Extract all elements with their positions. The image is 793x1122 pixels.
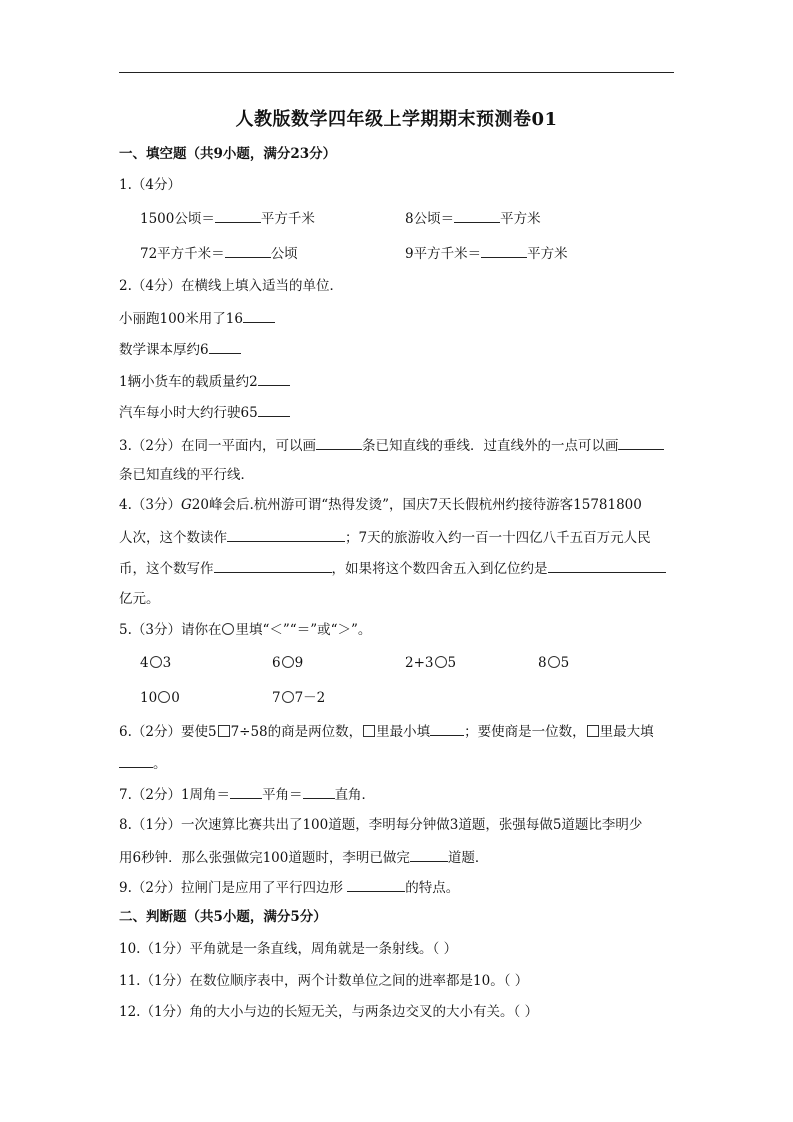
q4-text-a: 20峰会后.杭州游可谓“热得发烫”，国庆7天长假杭州约接待游客15781800	[191, 497, 642, 513]
q5-text-a: 5.（3分）请你在	[119, 622, 222, 638]
q3-line-2: 条已知直线的平行线．	[119, 467, 254, 483]
answer-blank[interactable]	[258, 372, 290, 386]
q2-item-c	[119, 372, 290, 391]
answer-blank[interactable]	[618, 436, 664, 450]
q4-line-3	[119, 559, 666, 578]
q4-label: 4.（3分）	[119, 497, 181, 513]
square-icon	[218, 725, 230, 737]
answer-circle[interactable]	[282, 656, 294, 668]
q4-line-4: 亿元。	[119, 591, 160, 607]
q4-text-b: 人次，这个数读作	[119, 530, 227, 546]
q2-d-text: 汽车每小时大约行驶65	[119, 405, 258, 421]
header-rule	[119, 72, 674, 73]
q6-text-f: 。	[153, 756, 167, 772]
q3-text-b: 条已知直线的垂线．过直线外的一点可以画	[361, 438, 619, 454]
square-icon	[587, 725, 599, 737]
q2-item-a	[119, 309, 275, 328]
q1-b-unit: 平方米	[500, 211, 541, 227]
answer-blank[interactable]	[214, 559, 332, 573]
q7-line	[119, 785, 375, 804]
answer-blank[interactable]	[209, 340, 241, 354]
q6-text-c: 里最小填	[376, 724, 431, 740]
q2-a-text: 小丽跑100米用了16	[119, 311, 243, 327]
q5-item-1	[140, 654, 171, 672]
q3-line-1	[119, 436, 664, 455]
q1-item-c	[140, 244, 298, 263]
q5-left: 2+3	[405, 655, 434, 671]
answer-blank[interactable]	[410, 848, 448, 862]
q5-left: 7	[272, 690, 281, 706]
q4-text-d: 币，这个数写作	[119, 561, 214, 577]
q1-b-text: 8公顷＝	[405, 211, 455, 227]
section-2-heading: 二、判断题（共5小题，满分5分）	[119, 909, 327, 925]
q5-left: 4	[140, 655, 149, 671]
q9-text-a: 9.（2分）拉闸门是应用了平行四边形	[119, 880, 348, 896]
answer-blank[interactable]	[119, 754, 153, 768]
q10-line: 10.（1分）平角就是一条直线，周角就是一条射线。（ ）	[119, 941, 458, 957]
q5-right: 0	[171, 690, 180, 706]
q1-item-b	[405, 209, 541, 228]
q8-text-b: 道题．	[447, 850, 489, 866]
q7-text-b: 平角＝	[262, 787, 303, 803]
q2-b-text: 数学课本厚约6	[119, 342, 209, 358]
q2-label: 2.（4分）在横线上填入适当的单位．	[119, 278, 343, 294]
q6-text-b: 7÷58的商是两位数，	[230, 724, 363, 740]
q5-item-5	[140, 689, 180, 707]
q4-text-e: ，如果将这个数四舍五入到亿位约是	[331, 561, 548, 577]
q12-line: 12.（1分）角的大小与边的长短无关，与两条边交叉的大小有关。（ ）	[119, 1004, 539, 1020]
q1-item-a	[140, 209, 315, 228]
q6-text-e: 里最大填	[599, 724, 654, 740]
answer-blank[interactable]	[454, 209, 500, 223]
q6-text-d: ；要使商是一位数，	[464, 724, 586, 740]
q11-line: 11.（1分）在数位顺序表中，两个计数单位之间的进率都是10。（ ）	[119, 973, 529, 989]
q1-d-unit: 平方米	[527, 246, 568, 262]
answer-circle[interactable]	[548, 656, 560, 668]
answer-blank[interactable]	[230, 785, 262, 799]
q5-right: 7－2	[294, 690, 326, 706]
answer-blank[interactable]	[243, 309, 275, 323]
q9-text-b: 的特点。	[405, 880, 460, 896]
q2-item-b	[119, 340, 241, 359]
q5-item-3	[405, 654, 456, 672]
q5-right: 5	[447, 655, 457, 671]
q3-text-a: 3.（2分）在同一平面内，可以画	[119, 438, 316, 454]
answer-blank[interactable]	[258, 403, 290, 417]
answer-blank[interactable]	[548, 559, 666, 573]
q8-text-a: 用6秒钟．那么张强做完100道题时，李明已做完	[119, 850, 410, 866]
q5-left: 8	[538, 655, 547, 671]
q1-a-unit: 平方千米	[260, 211, 315, 227]
answer-blank[interactable]	[430, 722, 464, 736]
q6-line-2	[119, 754, 167, 773]
answer-circle[interactable]	[282, 691, 294, 703]
answer-circle[interactable]	[158, 691, 170, 703]
q9-line	[119, 878, 459, 897]
page-title: 人教版数学四年级上学期期末预测卷01	[235, 109, 558, 130]
q4-line-1	[119, 496, 642, 514]
q6-text-a: 6.（2分）要使5	[119, 724, 217, 740]
q5-item-2	[272, 654, 303, 672]
q1-c-text: 72平方千米＝	[140, 246, 225, 262]
q8-line-1: 8.（1分）一次速算比赛共出了100道题，李明每分钟做3道题，张强每做5道题比李明少	[119, 817, 643, 833]
answer-blank[interactable]	[316, 436, 362, 450]
q4-line-2	[119, 528, 651, 547]
answer-blank[interactable]	[347, 878, 405, 892]
q1-label: 1.（4分）	[119, 177, 181, 193]
answer-blank[interactable]	[227, 528, 345, 542]
q5-item-6	[272, 689, 325, 707]
answer-blank[interactable]	[303, 785, 335, 799]
q5-label	[119, 621, 371, 639]
q6-line-1	[119, 722, 654, 741]
answer-circle[interactable]	[150, 656, 162, 668]
q7-text-c: 直角．	[334, 787, 376, 803]
q5-right: 5	[560, 655, 570, 671]
q1-d-text: 9平方千米＝	[405, 246, 482, 262]
answer-circle[interactable]	[435, 656, 447, 668]
q4-text-c: ；7天的旅游收入约一百一十四亿八千五百万元人民	[345, 530, 651, 546]
q8-line-2	[119, 848, 488, 867]
q4-g-letter: G	[180, 497, 192, 513]
q7-text-a: 7.（2分）1周角＝	[119, 787, 231, 803]
answer-blank[interactable]	[225, 244, 271, 258]
q2-item-d	[119, 403, 290, 422]
q1-a-text: 1500公顷＝	[140, 211, 215, 227]
q5-text-b: 里填“＜”“＝”或“＞”。	[235, 622, 372, 638]
q5-right: 9	[294, 655, 304, 671]
circle-icon	[222, 623, 234, 635]
q2-c-text: 1辆小货车的载质量约2	[119, 374, 258, 390]
answer-blank[interactable]	[215, 209, 261, 223]
square-icon	[363, 725, 375, 737]
section-1-heading: 一、填空题（共9小题，满分23分）	[119, 146, 337, 162]
q5-left: 6	[272, 655, 281, 671]
q5-item-4	[538, 654, 569, 672]
answer-blank[interactable]	[481, 244, 527, 258]
q5-right: 3	[162, 655, 172, 671]
q1-item-d	[405, 244, 568, 263]
q1-c-unit: 公顷	[270, 246, 298, 262]
q5-left: 10	[140, 690, 158, 706]
